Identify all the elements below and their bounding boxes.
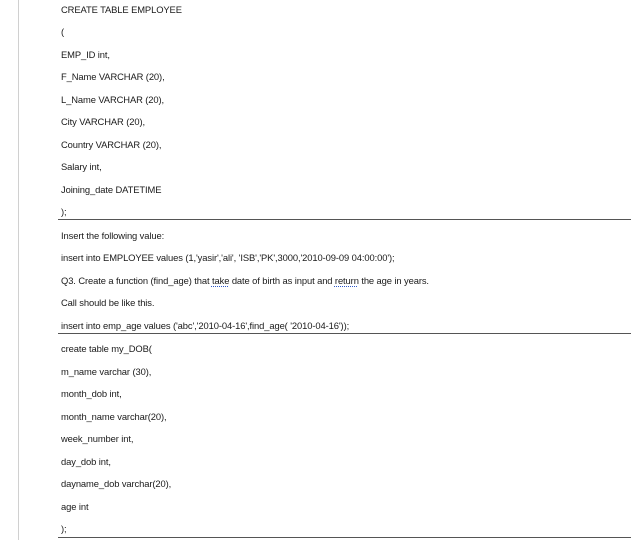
code-line: L_Name VARCHAR (20),	[61, 94, 165, 105]
code-line: week_number int,	[61, 433, 134, 444]
code-line: );	[61, 206, 67, 217]
section-divider	[58, 219, 631, 220]
q3-return-word: return	[334, 275, 359, 286]
code-line: EMP_ID int,	[61, 49, 110, 60]
code-line: (	[61, 26, 65, 37]
call-statement: insert into emp_age values ('abc','2010-04-16',find_age( '2010-04-16'));	[61, 320, 350, 331]
code-line: day_dob int,	[61, 456, 111, 467]
q3-suffix: the age in years.	[358, 275, 429, 286]
section-divider	[58, 537, 631, 538]
code-line: age int	[61, 501, 89, 512]
call-label: Call should be like this.	[61, 297, 155, 308]
code-line: );	[61, 523, 67, 534]
code-line: create table my_DOB(	[61, 343, 152, 354]
q3-prefix: Q3. Create a function (find_age) that	[61, 275, 212, 286]
section-divider	[58, 333, 631, 334]
code-line: F_Name VARCHAR (20),	[61, 71, 165, 82]
question-3	[61, 275, 429, 287]
code-line: Joining_date DATETIME	[61, 184, 162, 195]
code-line: dayname_dob varchar(20),	[61, 478, 172, 489]
code-line: month_name varchar(20),	[61, 411, 167, 422]
code-line: City VARCHAR (20),	[61, 116, 145, 127]
code-line: CREATE TABLE EMPLOYEE	[61, 4, 182, 15]
code-line: month_dob int,	[61, 388, 122, 399]
page-margin-line	[18, 0, 19, 540]
q3-mid: date of birth as input and	[229, 275, 335, 286]
code-line: m_name varchar (30),	[61, 366, 152, 377]
code-line: Country VARCHAR (20),	[61, 139, 162, 150]
insert-label: Insert the following value:	[61, 230, 165, 241]
code-line: Salary int,	[61, 161, 102, 172]
insert-statement: insert into EMPLOYEE values (1,'yasir','ali', 'ISB','PK',3000,'2010-09-09 04:00:00');	[61, 252, 395, 263]
q3-take-word: take	[211, 275, 230, 286]
